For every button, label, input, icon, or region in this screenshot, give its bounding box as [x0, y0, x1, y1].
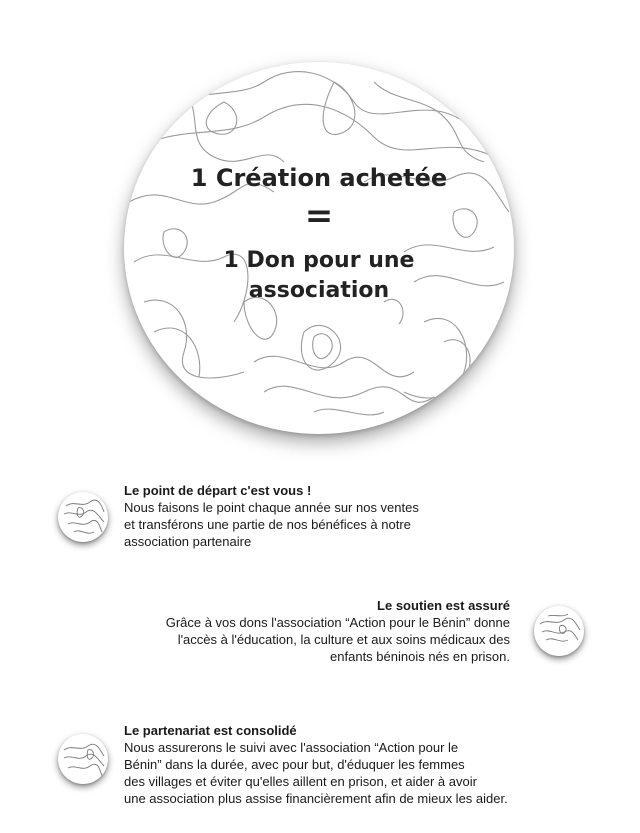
- step-title: Le point de départ c'est vous !: [124, 483, 312, 498]
- step-partenariat-consolide: [124, 722, 604, 807]
- topographic-badge-icon: [58, 734, 108, 784]
- step-body: Grâce à vos dons l'association “Action pour le Bénin” donne l'accès à l'éducation, la culture et aux soins médicaux des enfants béninois nés en prison.: [165, 615, 510, 664]
- step-title: Le partenariat est consolidé: [124, 723, 297, 738]
- hero-line-creation: 1 Création achetée: [190, 164, 448, 192]
- hero-line-donation: 1 Don pour une association: [223, 248, 415, 303]
- step-body: Nous faisons le point chaque année sur nos ventes et transférons une partie de nos bénéfices à notre association partenaire: [124, 500, 419, 549]
- hero-text: [124, 62, 514, 434]
- step-body: Nous assurerons le suivi avec l'association “Action pour le Bénin” dans la durée, avec pour but, d'éduquer les femmes des villages et éviter qu'elles aillent en prison, et aider à avoir une association plus assise financièrement afin de mieux les aider.: [124, 740, 508, 806]
- step-soutien-assure: [60, 597, 510, 665]
- topographic-badge-icon: [534, 606, 584, 656]
- step-point-de-depart: [124, 482, 564, 550]
- step-title: Le soutien est assuré: [377, 598, 510, 613]
- hero-equals-sign: =: [304, 196, 334, 236]
- hero-circle: [124, 62, 514, 434]
- topographic-badge-icon: [58, 492, 108, 542]
